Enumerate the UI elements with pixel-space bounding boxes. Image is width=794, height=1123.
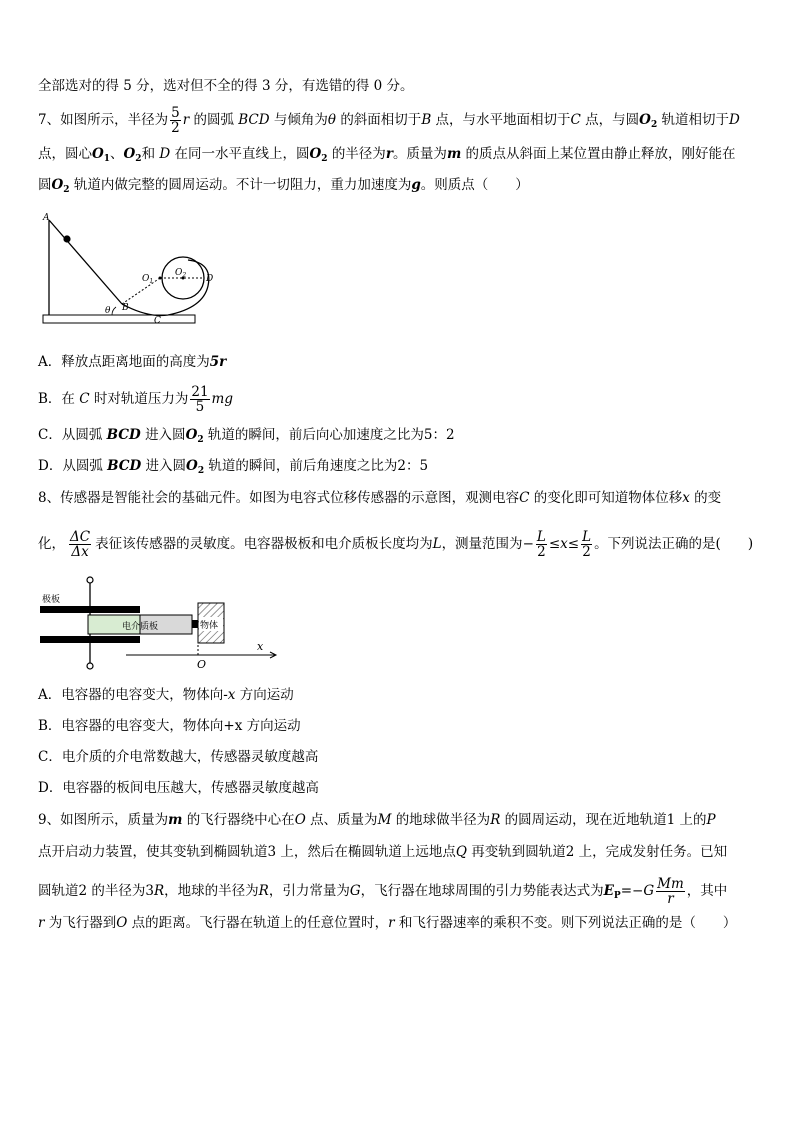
q9-line-4: r 为飞行器到O 点的距离。飞行器在轨道上的任意位置时，r 和飞行器速率的乘积不变。则下列说法正确的是（ ） [38,915,737,931]
q8-option-a: A．电容器的电容变大，物体向-x 方向运动 [38,687,294,703]
q7-option-b: B．在 C 时对轨道压力为 $\frac{21}{5}$ mg [38,384,233,415]
terminal-top [87,577,93,583]
q8-capacitor-sensor-diagram [38,570,283,675]
q7-line-2: 点，圆心$O_1$、$O_2$和 D 在同一水平直线上，圆$O_2$ 的半径为r。质量为m 的质点从斜面上某位置由静止释放，刚好能在 [38,146,736,164]
label-x: x [257,640,264,653]
q8-option-c: C．电介质的介电常数越大，传感器灵敏度越高 [38,749,319,765]
label-object: 物体 [200,621,219,631]
q7-option-a: A．释放点距离地面的高度为5r [38,354,227,370]
q7-incline-track-diagram [38,208,228,333]
q8-sensitivity-fraction: $\frac{\Delta C}{\Delta x}$ [70,529,91,560]
theta-arc [112,307,116,315]
q9-line-2: 点开启动力装置，使其变轨到椭圆轨道3 上，然后在椭圆轨道上远地点Q 再变轨到圆轨道2 上，完成发射任务。已知 [38,844,728,860]
q7-line-3: 圆$O_2$ 轨道内做完整的圆周运动。不计一切阻力，重力加速度为g。则质点（ ） [38,177,529,195]
q9-line-3: 圆轨道2 的半径为3R，地球的半径为R，引力常量为G，飞行器在地球周围的引力势能表达式为$E_P=-G$ $\frac{Mm}{r}$ ，其中 [38,876,728,907]
label-plate: 极板 [42,595,61,605]
ground [43,315,195,323]
label-o: O [197,658,207,671]
connector [192,620,198,628]
particle [63,235,70,242]
instruction-line: 全部选对的得 5 分，选对但不全的得 3 分，有选错的得 0 分。 [38,78,414,94]
label-b: B [122,303,129,313]
q8-option-b: B．电容器的电容变大，物体向+x 方向运动 [38,718,301,734]
terminal-bottom [87,663,93,669]
label-theta: θ [105,306,111,316]
q9-line-1: 9、如图所示，质量为m 的飞行器绕中心在O 点、质量为M 的地球做半径为R 的圆周运动，现在近地轨道1 上的P [38,812,716,828]
label-o2: $O_2$ [175,268,187,279]
q7-line-1: 7、如图所示，半径为 $\frac{5}{2}$ r 的圆弧 BCD 与倾角为θ 的斜面相切于B 点，与水平地面相切于C 点，与圆$O_2$ 轨道相切于D [38,105,740,136]
label-a: A [43,213,50,223]
q8-option-d: D．电容器的板间电压越大，传感器灵敏度越高 [38,780,319,796]
label-c: C [154,316,161,326]
o1-point [159,277,162,280]
q7-option-c: C．从圆弧 BCD 进入圆$O_2$ 轨道的瞬间，前后向心加速度之比为5：2 [38,427,455,445]
incline [49,220,122,304]
q8-line-2: 化， $\frac{\Delta C}{\Delta x}$ 表征该传感器的灵敏度。电容器极板和电介质板长度均为L，测量范围为− $\frac{L}{2}$ ≤x≤ $\frac{L}{2}$ 。下列说法正确的是( ) [38,529,754,560]
label-d: D [206,274,214,284]
dotted-o1-b [122,278,160,304]
q7-fraction-21-over-5: $\frac{21}{5}$ [191,384,209,415]
q7-option-d: D．从圆弧 BCD 进入圆$O_2$ 轨道的瞬间，前后角速度之比为2：5 [38,458,429,476]
lower-plate [40,636,140,643]
label-o1: $O_1$ [142,274,154,285]
label-dielectric: 电介质板 [122,622,159,632]
upper-plate [40,606,140,613]
q7-fraction-5-over-2: $\frac{5}{2}$ [171,105,180,136]
q8-line-1: 8、传感器是智能社会的基础元件。如图为电容式位移传感器的示意图，观测电容C 的变化即可知道物体位移x 的变 [38,490,722,506]
arc-bcd [122,260,209,316]
